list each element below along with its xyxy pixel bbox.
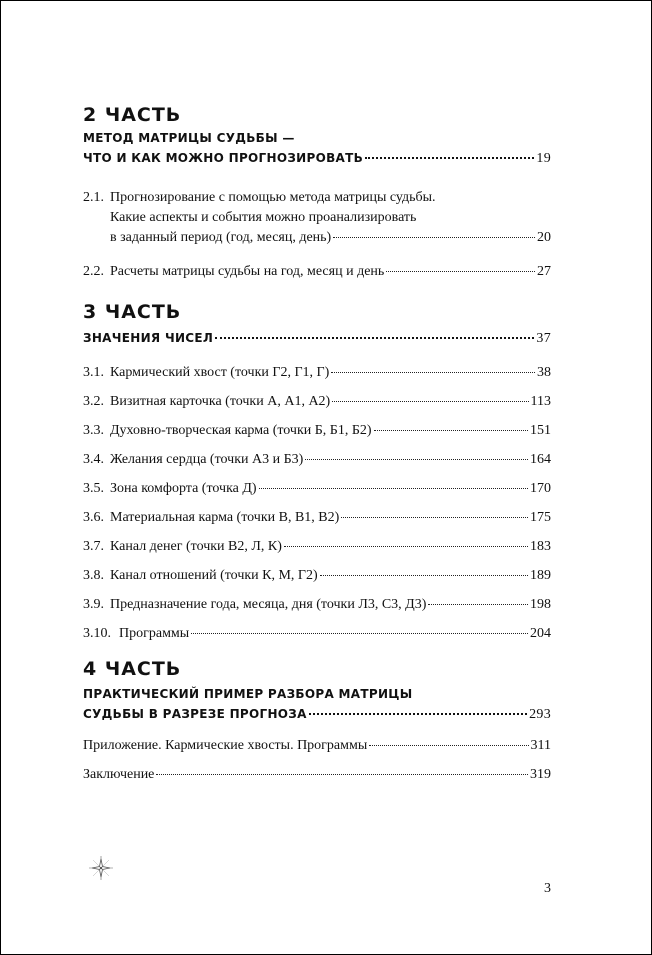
entry-number: 3.1. <box>83 365 104 380</box>
toc-entry[interactable] <box>83 392 551 412</box>
toc-heading[interactable] <box>83 128 551 168</box>
page-number: 3 <box>544 881 551 896</box>
page-ref: 311 <box>530 738 551 753</box>
entry-text: Материальная карма (точки В, В1, В2) <box>110 510 340 525</box>
heading-line: МЕТОД МАТРИЦЫ СУДЬБЫ — <box>83 131 295 145</box>
page-ref: 164 <box>530 452 551 467</box>
entry-number: 3.5. <box>83 481 104 496</box>
dot-leader <box>365 157 534 159</box>
toc-entry[interactable] <box>83 479 551 499</box>
entry-number: 3.6. <box>83 510 104 525</box>
toc-entry[interactable] <box>83 188 551 248</box>
entry-text: Канал денег (точки В2, Л, К) <box>110 539 282 554</box>
page-ref: 170 <box>530 481 551 496</box>
toc-entry[interactable] <box>83 765 551 785</box>
dot-leader <box>309 713 527 715</box>
entry-number: 2.2. <box>83 264 104 279</box>
entry-text: Желания сердца (точки А3 и Б3) <box>110 452 304 467</box>
dot-leader <box>320 575 528 576</box>
entry-text: Программы <box>119 626 190 641</box>
dot-leader <box>369 745 528 746</box>
dot-leader <box>374 430 528 431</box>
entry-text: Расчеты матрицы судьбы на год, месяц и день <box>110 264 385 279</box>
page-ref: 27 <box>537 264 551 279</box>
toc-entry[interactable] <box>83 736 551 756</box>
dot-leader <box>305 459 528 460</box>
entry-number: 3.9. <box>83 597 104 612</box>
toc-entry[interactable] <box>83 508 551 528</box>
entry-text: Прогнозирование с помощью метода матрицы судьбы. <box>110 190 436 205</box>
compass-star-icon <box>89 856 113 880</box>
part-title: 2 ЧАСТЬ <box>83 104 182 126</box>
dot-leader <box>386 271 535 272</box>
dot-leader <box>332 401 528 402</box>
toc-entry[interactable] <box>83 566 551 586</box>
entry-number: 3.10. <box>83 626 111 641</box>
page-ref: 113 <box>530 394 551 409</box>
dot-leader <box>333 237 535 238</box>
entry-number: 3.4. <box>83 452 104 467</box>
page-ref: 151 <box>530 423 551 438</box>
part-title: 3 ЧАСТЬ <box>83 301 182 323</box>
toc-entry[interactable] <box>83 421 551 441</box>
toc-entry[interactable] <box>83 262 551 282</box>
page-ref: 189 <box>530 568 551 583</box>
dot-leader <box>191 633 528 634</box>
toc-entry[interactable] <box>83 624 551 644</box>
dot-leader <box>215 337 534 339</box>
page-ref: 37 <box>536 331 551 346</box>
entry-text: Заключение <box>83 767 155 782</box>
page-ref: 20 <box>537 230 551 245</box>
toc-heading[interactable] <box>83 328 551 348</box>
heading-line: ЧТО И КАК МОЖНО ПРОГНОЗИРОВАТЬ <box>83 151 364 165</box>
toc-entry[interactable] <box>83 537 551 557</box>
toc-entry[interactable] <box>83 595 551 615</box>
dot-leader <box>341 517 528 518</box>
entry-text: Зона комфорта (точка Д) <box>110 481 257 496</box>
page-ref: 38 <box>537 365 551 380</box>
dot-leader <box>156 774 528 775</box>
entry-number: 3.3. <box>83 423 104 438</box>
toc-entry[interactable] <box>83 450 551 470</box>
entry-text: в заданный период (год, месяц, день) <box>110 230 332 245</box>
entry-number: 3.2. <box>83 394 104 409</box>
entry-text: Предназначение года, месяца, дня (точки Л3, С3, Д3) <box>110 597 427 612</box>
entry-text: Духовно-творческая карма (точки Б, Б1, Б2) <box>110 423 372 438</box>
part-title: 4 ЧАСТЬ <box>83 658 182 680</box>
heading-line: ПРАКТИЧЕСКИЙ ПРИМЕР РАЗБОРА МАТРИЦЫ <box>83 687 413 701</box>
page-ref: 293 <box>529 707 551 722</box>
heading-line: СУДЬБЫ В РАЗРЕЗЕ ПРОГНОЗА <box>83 707 307 721</box>
heading-line: ЗНАЧЕНИЯ ЧИСЕЛ <box>83 331 214 345</box>
dot-leader <box>428 604 528 605</box>
dot-leader <box>284 546 528 547</box>
entry-text: Визитная карточка (точки А, А1, А2) <box>110 394 331 409</box>
toc-heading[interactable] <box>83 684 551 724</box>
entry-text: Какие аспекты и события можно проанализировать <box>110 210 417 225</box>
entry-number: 2.1. <box>83 190 104 205</box>
toc-entry[interactable] <box>83 363 551 383</box>
entry-number: 3.8. <box>83 568 104 583</box>
entry-number: 3.7. <box>83 539 104 554</box>
dot-leader <box>259 488 528 489</box>
page-ref: 204 <box>530 626 551 641</box>
entry-text: Канал отношений (точки К, М, Г2) <box>110 568 318 583</box>
page-ref: 183 <box>530 539 551 554</box>
dot-leader <box>331 372 535 373</box>
page-ref: 175 <box>530 510 551 525</box>
page-ref: 319 <box>530 767 551 782</box>
entry-text: Приложение. Кармические хвосты. Программы <box>83 738 368 753</box>
page-ref: 19 <box>536 151 551 166</box>
page-ref: 198 <box>530 597 551 612</box>
entry-text: Кармический хвост (точки Г2, Г1, Г) <box>110 365 330 380</box>
